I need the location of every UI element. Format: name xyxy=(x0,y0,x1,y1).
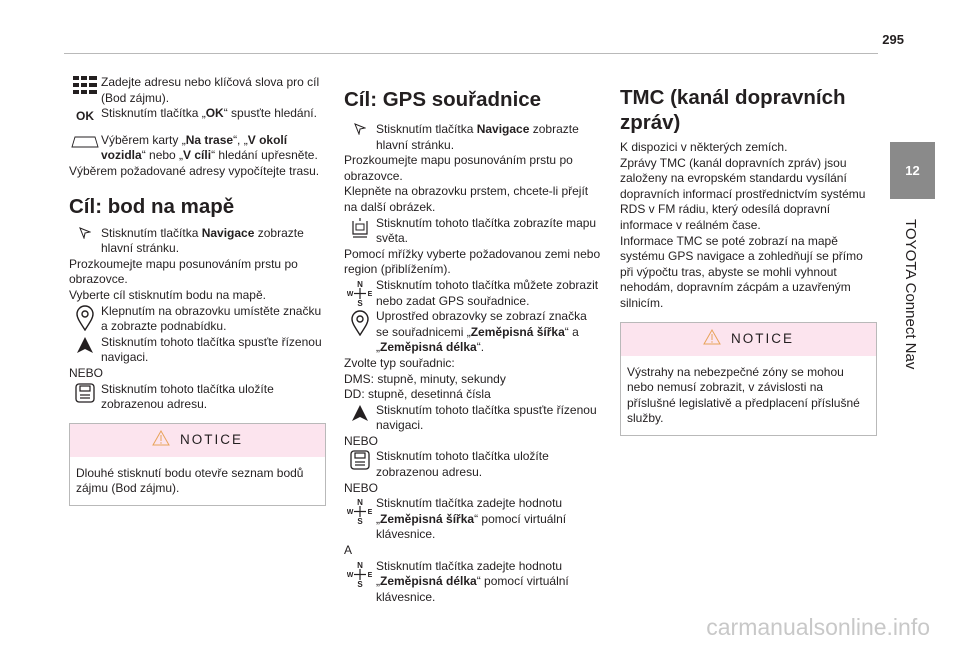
notice-title: NOTICE xyxy=(730,331,794,347)
coord-type-text: Zvolte typ souřadnic: xyxy=(344,355,455,370)
notice-header xyxy=(621,323,876,356)
heading-tmc: TMC (kanál dopravních zpráv) xyxy=(620,86,846,134)
start-text: Stisknutím tohoto tlačítka spusťte řízenou navigaci. xyxy=(376,402,597,433)
chapter-title xyxy=(902,219,922,419)
start-navigation-icon xyxy=(344,403,376,422)
page-number: 295 xyxy=(882,32,904,47)
notice-header xyxy=(70,424,325,457)
or-text: NEBO xyxy=(344,433,379,448)
notice-box xyxy=(69,423,326,506)
world-map-icon xyxy=(344,216,376,239)
warning-icon xyxy=(703,329,721,350)
card-row xyxy=(69,133,326,164)
latitude-text: Stisknutím tlačítka zadejte hodnotu „Zeměpisná šířka“ pomocí virtuální klávesnice. xyxy=(376,496,567,542)
map-pin-icon xyxy=(69,304,101,331)
start-text: Stisknutím tohoto tlačítka spusťte řízenou navigaci. xyxy=(101,334,322,365)
compass-icon xyxy=(344,496,376,525)
explore-text: Prozkoumejte mapu posunováním prstu po obrazovce. xyxy=(344,153,573,183)
warning-icon xyxy=(152,430,170,451)
column-1 xyxy=(69,75,326,506)
marker-row xyxy=(344,309,602,356)
compass-icon xyxy=(344,278,376,307)
svg-text:N: N xyxy=(357,279,363,289)
save-row xyxy=(344,449,602,480)
save-row xyxy=(69,382,326,413)
dms-text: DMS: stupně, minuty, sekundy xyxy=(344,371,506,386)
notice-text: Dlouhé stisknutí bodu otevře seznam bodů zájmu (Bod zájmu). xyxy=(76,465,304,496)
chapter-tab-number: 12 xyxy=(905,163,920,178)
ok-row xyxy=(69,106,326,125)
chapter-title-text: TOYOTA Connect Nav xyxy=(902,219,919,370)
longitude-text: Stisknutím tlačítka zadejte hodnotu „Zeměpisná délka“ pomocí virtuální klávesnice. xyxy=(376,558,569,604)
svg-text:S: S xyxy=(357,579,363,588)
save-text: Stisknutím tohoto tlačítka uložíte zobrazenou adresu. xyxy=(101,381,274,412)
svg-text:W: W xyxy=(347,509,354,517)
longitude-row xyxy=(344,559,602,606)
grid-text: Pomocí mřížky vyberte požadovanou zemi nebo region (přiblížením). xyxy=(344,246,601,277)
dd-text: DD: stupně, desetinná čísla xyxy=(344,387,491,402)
ok-text: Stisknutím tlačítka „OK“ spusťte hledání. xyxy=(101,106,317,121)
svg-text:E: E xyxy=(367,571,373,579)
column-3 xyxy=(620,85,877,436)
latitude-row xyxy=(344,496,602,543)
tab-card-icon xyxy=(69,133,101,148)
tmc-availability: K dispozici v některých zemích. xyxy=(620,140,788,154)
column-2 xyxy=(344,87,602,605)
list-icon xyxy=(69,75,101,94)
navigation-icon xyxy=(69,226,101,239)
ok-key-label: OK xyxy=(76,109,94,124)
heading-map-destination: Cíl: bod na mapě xyxy=(69,194,235,218)
svg-text:N: N xyxy=(357,498,363,508)
save-icon xyxy=(69,382,101,403)
navigation-icon xyxy=(344,122,376,135)
tmc-info: Informace TMC se poté zobrazí na mapě systému GPS navigace a zohledňují se přímo při výpočtu tras, abyste se mohli vyhnout nehodám, dopravním zácpám a uzavřeným silnicím. xyxy=(620,233,863,310)
marker-text: Uprostřed obrazovky se zobrazí značka se souřadnicemi „Zeměpisná šířka“ a „Zeměpisná délka“. xyxy=(376,309,587,355)
start-row xyxy=(69,335,326,366)
select-point-text: Vyberte cíl stisknutím bodu na mapě. xyxy=(69,287,266,302)
svg-text:W: W xyxy=(347,290,354,298)
and-text: A xyxy=(344,543,353,558)
or-text-2: NEBO xyxy=(344,480,379,495)
nav-row xyxy=(344,122,602,153)
svg-text:N: N xyxy=(357,560,363,570)
svg-text:E: E xyxy=(367,509,373,517)
svg-text:E: E xyxy=(367,290,373,298)
start-row xyxy=(344,403,602,434)
nav-text: Stisknutím tlačítka Navigace zobrazte hlavní stránku. xyxy=(101,225,304,256)
pin-text: Klepnutím na obrazovku umístěte značku a zobrazte podnabídku. xyxy=(101,303,322,334)
nav-row xyxy=(69,226,326,257)
save-icon xyxy=(344,449,376,470)
start-navigation-icon xyxy=(69,335,101,354)
notice-box xyxy=(620,322,877,436)
intro-row xyxy=(69,75,326,106)
svg-text:S: S xyxy=(357,517,363,526)
compass-icon xyxy=(344,559,376,588)
notice-text: Výstrahy na nebezpečné zóny se mohou nebo nemusí zobrazit, v závislosti na příslušné legislativě a předplacení příslušné služby. xyxy=(627,364,860,426)
tap-text: Klepněte na obrazovku prstem, chcete-li přejít na další obrázek. xyxy=(344,184,589,214)
world-row xyxy=(344,216,602,247)
nav-text: Stisknutím tlačítka Navigace zobrazte hlavní stránku. xyxy=(376,122,579,152)
map-pin-icon xyxy=(344,309,376,336)
select-address-text: Výběrem požadované adresy vypočítejte trasu. xyxy=(69,163,320,178)
world-text: Stisknutím tohoto tlačítka zobrazíte mapu světa. xyxy=(376,215,597,246)
gps-text: Stisknutím tohoto tlačítka můžete zobrazit nebo zadat GPS souřadnice. xyxy=(376,277,599,308)
header-divider xyxy=(64,53,878,54)
gps-row xyxy=(344,278,602,309)
intro-text: Zadejte adresu nebo klíčová slova pro cíl (Bod zájmu). xyxy=(101,75,320,105)
tmc-description: Zprávy TMC (kanál dopravních zpráv) jsou založeny na evropském standardu vysílání dopravních informací prostřednictvím systému RDS v FM rádiu, který odesílá dopravní informace v reálném čase. xyxy=(620,155,866,232)
watermark: carmanualsonline.info xyxy=(706,614,930,640)
card-text: Výběrem karty „Na trase“, „V okolí vozidla“ nebo „V cíli“ hledání upřesněte. xyxy=(101,132,318,163)
save-text: Stisknutím tohoto tlačítka uložíte zobrazenou adresu. xyxy=(376,449,549,480)
explore-text: Prozkoumejte mapu posunováním prstu po obrazovce. xyxy=(69,256,298,287)
heading-gps: Cíl: GPS souřadnice xyxy=(344,88,542,111)
or-text: NEBO xyxy=(69,365,104,380)
chapter-tab xyxy=(890,142,935,199)
pin-row xyxy=(69,304,326,335)
svg-text:W: W xyxy=(347,571,354,579)
svg-text:S: S xyxy=(357,298,363,307)
notice-title: NOTICE xyxy=(179,432,243,448)
